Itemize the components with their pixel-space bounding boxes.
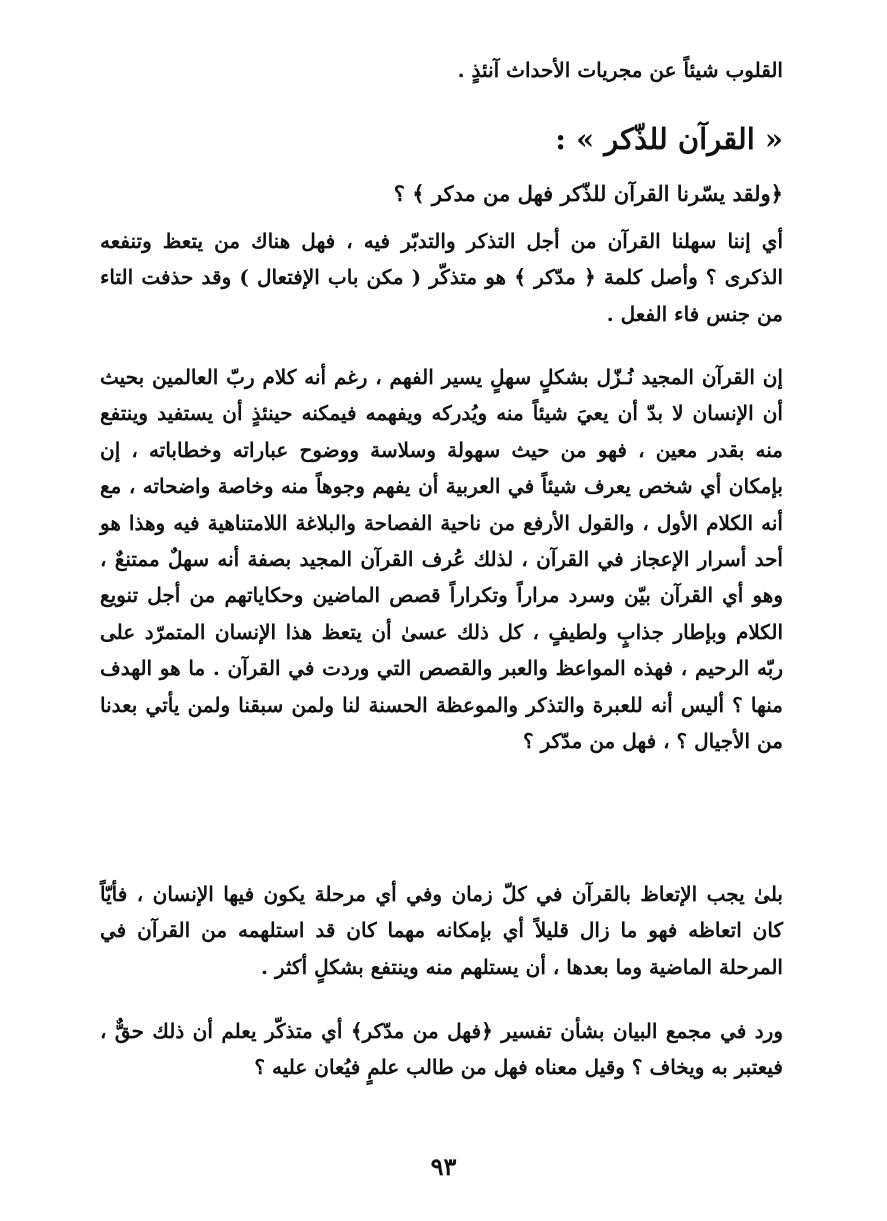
section-heading: « القرآن للذّكر » :: [555, 122, 783, 156]
paragraph-explanation: أي إننا سهلنا القرآن من أجل التذكر والتدبّر فيه ، فهل هناك من يتعظ وتنفعه الذكرى ؟ وأصل كلمة ﴿ مدّكر ﴾ هو متذكّر ( مكن باب الإفتعال ) وقد حذفت التاء من جنس فاء الفعل .: [100, 229, 783, 326]
continuation-line: القلوب شيئاً عن مجريات الأحداث آنئذٍ .: [457, 58, 783, 82]
quranic-verse: ﴿ولقد يسّرنا القرآن للذّكر فهل من مدكر ﴾ ؟: [393, 181, 783, 206]
paragraph-take-lesson: بلىٰ يجب الإتعاظ بالقرآن في كلّ زمان وفي أي مرحلة يكون فيها الإنسان ، فأيّاً كان اتعاظه فهو ما زال قليلاً أي بإمكانه مهما كان قد استلهمه من القرآن في المرحلة الماضية وما بعدها ، أن يستلهم منه وينتفع بشكلٍ أكثر .: [100, 882, 783, 979]
paragraph-quran-ease: إن القرآن المجيد نُـزّل بشكلٍ سهلٍ يسير الفهم ، رغم أنه كلام ربّ العالمين بحيث أن الإنسان لا بدّ أن يعيَ شيئاً منه ويُدركه ويفهمه فيمكنه حينئذٍ أن يستفيد وينتفع منه بقدر معين ، فهو من حيث سهولة وسلاسة ووضوح عباراته وخطاباته ، إن بإمكان أي شخص يعرف شيئاً في العربية أن يفهم وجوهاً منه وخاصة واضحاته ، مع أنه الكلام الأول ، والقول الأرفع من ناحية الفصاحة والبلاغة اللامتناهية فيه وهذا هو أحد أسرار الإعجاز في القرآن ، لذلك عُرف القرآن المجيد بصفة أنه سهلٌ ممتنعٌ ، وهو أي القرآن بيّن وسرد مراراً وتكراراً قصص الماضين وحكاياتهم من أجل تنويع الكلام وبإطار جذابٍ ولطيفٍ ، كل ذلك عسىٰ أن يتعظ هذا الإنسان المتمرّد على ربّه الرحيم ، فهذه المواعظ والعبر والقصص التي وردت في القرآن . ما هو الهدف منها ؟ أليس أنه للعبرة والتذكر والموعظة الحسنة لنا ولمن سبقنا ولمن يأتي بعدنا من الأجيال ؟ ، فهل من مدّكر ؟: [100, 365, 783, 754]
page-number: ٩٣: [430, 1152, 457, 1181]
paragraph-majma-albayan: ورد في مجمع البيان بشأن تفسير ﴿فهل من مدّكر﴾ أي متذكّر يعلم أن ذلك حقٌّ ، فيعتبر به ويخاف ؟ وقيل معناه فهل من طالب علمٍ فيُعان عليه ؟: [100, 1019, 783, 1080]
